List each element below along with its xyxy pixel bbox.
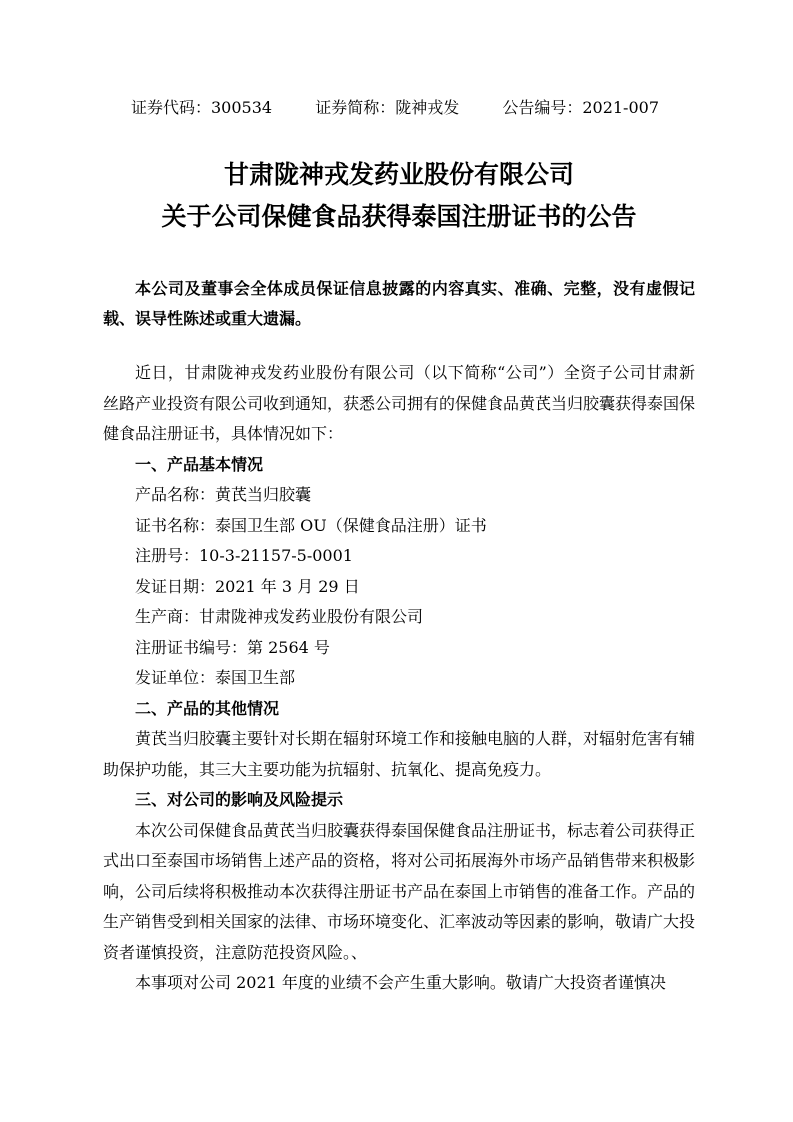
section-other-info-heading: 二、产品的其他情况 bbox=[135, 698, 280, 718]
stock-code: 证券代码：300534 bbox=[131, 98, 273, 117]
certificate-name-row: 证书名称：泰国卫生部 OU（保健食品注册）证书 bbox=[135, 515, 487, 535]
announcement-title: 关于公司保健食品获得泰国注册证书的公告 bbox=[161, 202, 637, 231]
impact-risk-paragraph-1: 本次公司保健食品黄芪当归胶囊获得泰国保健食品注册证书，标志着公司获得正式出口至泰国市场销售上述产品的资格，将对公司拓展海外市场产品销售带来积极影响，公司后续将积极推动本次获得注册证书产品在泰国上市销售的准备工作。产品的生产销售受到相关国家的法律、市场环境变化、汇率波动等因素的影响，敬请广大投资者谨慎投资，注意防范投资风险。、 bbox=[103, 820, 696, 962]
issuing-authority-row: 发证单位：泰国卫生部 bbox=[135, 668, 296, 687]
manufacturer-row: 生产商：甘肃陇神戎发药业股份有限公司 bbox=[135, 607, 424, 626]
announcement-number: 公告编号：2021-007 bbox=[502, 98, 659, 117]
document-body bbox=[103, 358, 695, 999]
impact-risk-paragraph-2: 本事项对公司 2021 年度的业绩不会产生重大影响。敬请广大投资者谨慎决 bbox=[135, 973, 666, 992]
registration-number-row: 注册号：10-3-21157-5-0001 bbox=[135, 546, 353, 565]
product-name-row: 产品名称：黄芪当归胶囊 bbox=[135, 485, 312, 504]
intro-paragraph: 近日，甘肃陇神戎发药业股份有限公司（以下简称“公司”）全资子公司甘肃新丝路产业投资有限公司收到通知，获悉公司拥有的保健食品黄芪当归胶囊获得泰国保健食品注册证书，具体情况如下： bbox=[103, 363, 696, 443]
certificate-serial-row: 注册证书编号：第 2564 号 bbox=[135, 637, 330, 657]
issue-date-row: 发证日期：2021 年 3 月 29 日 bbox=[135, 576, 360, 596]
document-content bbox=[103, 96, 695, 999]
product-info-list bbox=[103, 480, 695, 694]
company-name-title: 甘肃陇神戎发药业股份有限公司 bbox=[223, 160, 574, 189]
section-impact-risk-heading: 三、对公司的影响及风险提示 bbox=[135, 790, 344, 809]
section-product-info-heading: 一、产品基本情况 bbox=[135, 454, 264, 474]
disclaimer-statement: 本公司及董事会全体成员保证信息披露的内容真实、准确、完整，没有虚假记载、误导性陈述或重大遗漏。 bbox=[103, 279, 695, 328]
other-info-paragraph: 黄芪当归胶囊主要针对长期在辐射环境工作和接触电脑的人群，对辐射危害有辅助保护功能，其三大主要功能为抗辐射、抗氧化、提高免疫力。 bbox=[103, 729, 696, 779]
document-title bbox=[103, 154, 695, 238]
stock-abbr: 证券简称：陇神戎发 bbox=[315, 98, 460, 117]
document-header bbox=[103, 96, 695, 120]
